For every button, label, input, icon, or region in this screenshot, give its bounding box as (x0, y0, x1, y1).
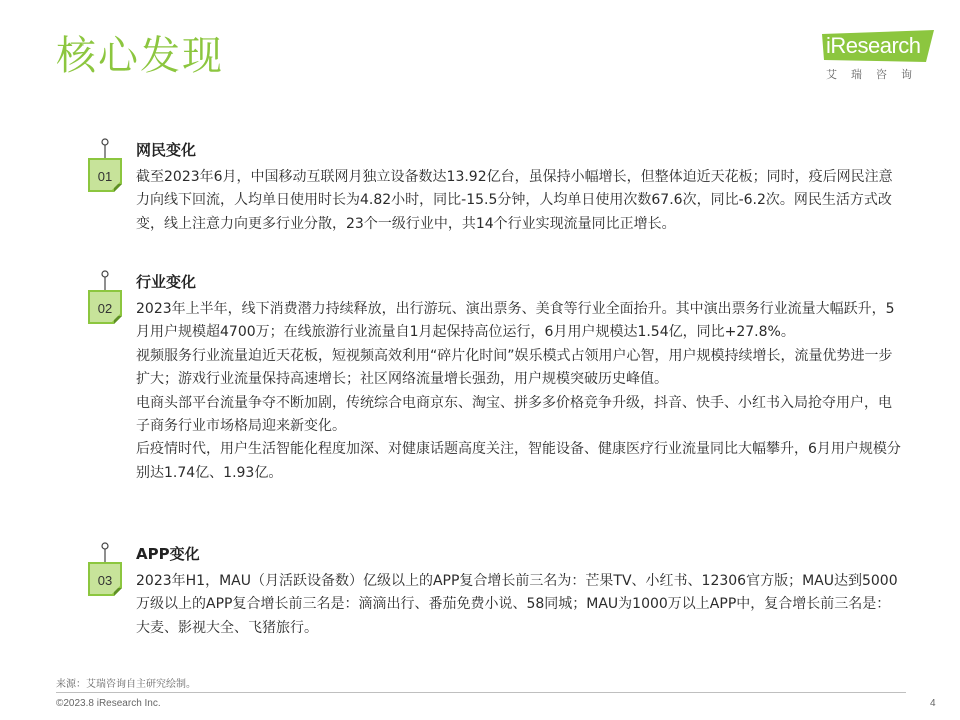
section-heading: 行业变化 (136, 273, 197, 291)
section-number-badge (84, 542, 126, 604)
iresearch-logo (822, 30, 934, 86)
section-body (136, 166, 904, 236)
section-number: 01 (97, 169, 113, 184)
section-number-badge (84, 270, 126, 332)
section-heading: APP变化 (136, 545, 200, 563)
footer-divider (56, 692, 906, 693)
section-body (136, 298, 904, 485)
logo-subtitle: 艾瑞咨询 (826, 68, 926, 81)
page-title: 核心发现 (56, 33, 224, 79)
paragraph: 后疫情时代，用户生活智能化程度加深、对健康话题高度关注，智能设备、健康医疗行业流量同比大幅攀升，6月用户规模分别达1.74亿、1.93亿。 (136, 441, 901, 481)
section-number-badge (84, 138, 126, 200)
paragraph: 视频服务行业流量迫近天花板，短视频高效利用“碎片化时间”娱乐模式占领用户心智，用户规模持续增长，流量优势进一步扩大；游戏行业流量保持高速增长；社区网络流量增长强劲，用户规模突破历史峰值。 (136, 347, 893, 388)
paragraph: 2023年上半年，线下消费潜力持续释放，出行游玩、演出票务、美食等行业全面抬升。其中演出票务行业流量大幅跃升，5月用户规模超4700万；在线旅游行业流量自1月起保持高位运行，6月用户规模达1.54亿，同比+27.8%。 (136, 301, 895, 341)
section-body (136, 570, 904, 640)
paragraph: 2023年H1，MAU（月活跃设备数）亿级以上的APP复合增长前三名为：芒果TV、小红书、12306官方版；MAU达到5000万级以上的APP复合增长前三名是：滴滴出行、番茄免费小说、58同城；MAU为1000万以上APP中，复合增长前三名是：大麦、影视大全、飞猪旅行。 (136, 573, 898, 636)
section-number: 02 (97, 301, 113, 316)
paragraph: 电商头部平台流量争夺不断加剧，传统综合电商京东、淘宝、拼多多价格竞争升级，抖音、快手、小红书入局抢夺用户，电子商务行业市场格局迎来新变化。 (136, 394, 892, 435)
copyright-text: ©2023.8 iResearch Inc. (56, 698, 161, 709)
paragraph: 截至2023年6月，中国移动互联网月独立设备数达13.92亿台，虽保持小幅增长，但整体迫近天花板；同时，疫后网民注意力向线下回流，人均单日使用时长为4.82小时，同比-15.5分钟，人均单日使用次数67.6次，同比-6.2次。网民生活方式改变，线上注意力向更多行业分散，23个一级行业中，共14个行业实现流量同比正增长。 (136, 169, 893, 232)
page-number: 4 (930, 698, 936, 709)
source-note: 来源：艾瑞咨询自主研究绘制。 (56, 679, 196, 690)
section-number: 03 (97, 573, 113, 588)
logo-wordmark: iResearch (826, 33, 921, 58)
section-heading: 网民变化 (136, 141, 197, 159)
